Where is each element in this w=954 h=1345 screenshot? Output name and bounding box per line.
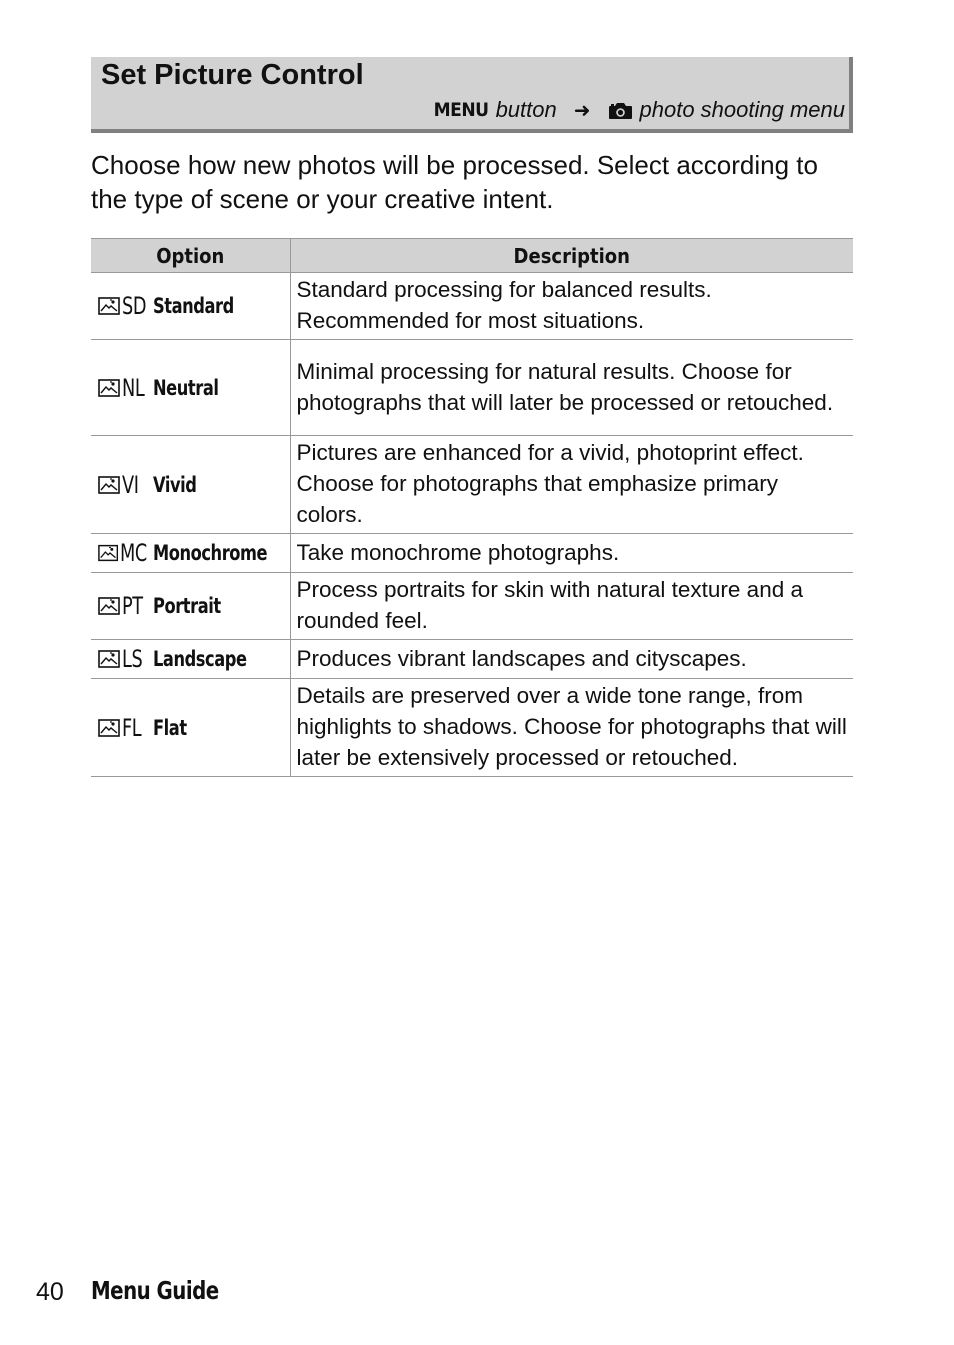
option-description: Standard processing for balanced results. Recommended for most situations.: [290, 273, 853, 340]
picture-control-icon: [98, 292, 153, 320]
footer-section-title: Menu Guide: [91, 1276, 219, 1305]
option-cell: [91, 273, 290, 340]
option-name: Landscape: [153, 647, 247, 671]
picture-control-code: LS: [122, 645, 143, 673]
option-cell: [91, 436, 290, 534]
option-name: Portrait: [153, 594, 221, 618]
table-row: [91, 679, 853, 777]
option-name: Monochrome: [153, 541, 268, 565]
option-description: Take monochrome photographs.: [290, 534, 853, 573]
button-text: button: [495, 97, 557, 122]
picture-control-icon: [98, 471, 153, 499]
picture-control-code: FL: [122, 713, 142, 742]
option-name: Vivid: [153, 472, 197, 497]
picture-control-code: MC: [120, 539, 148, 567]
option-description: Process portraits for skin with natural texture and a rounded feel.: [290, 573, 853, 640]
table-header-row: [91, 239, 853, 273]
picture-control-code: SD: [122, 292, 147, 320]
options-table: [91, 238, 853, 777]
page-number: 40: [36, 1278, 64, 1306]
option-cell: [91, 679, 290, 777]
picture-control-code: VI: [122, 470, 139, 499]
option-description: Details are preserved over a wide tone range, from highlights to shadows. Choose for photographs that will later be extensively processed or retouched.: [290, 679, 853, 777]
table-row: [91, 640, 853, 679]
menu-button-label: MENU: [433, 99, 489, 121]
option-cell: [91, 534, 290, 573]
option-cell: [91, 640, 290, 679]
picture-control-code: PT: [122, 592, 143, 620]
table-row: [91, 273, 853, 340]
table-row: [91, 436, 853, 534]
table-row: [91, 534, 853, 573]
picture-control-icon: [98, 714, 153, 742]
column-header-description: Description: [290, 239, 853, 273]
option-cell: [91, 573, 290, 640]
menu-name: photo shooting menu: [639, 97, 845, 122]
picture-control-icon: [98, 374, 153, 402]
picture-control-icon: [98, 592, 153, 620]
option-description: Pictures are enhanced for a vivid, photoprint effect. Choose for photographs that emphasize primary colors.: [290, 436, 853, 534]
intro-paragraph: Choose how new photos will be processed. Select according to the type of scene or your creative intent.: [91, 150, 818, 214]
picture-control-icon: [98, 645, 153, 673]
option-name: Neutral: [153, 375, 219, 400]
picture-control-code: NL: [122, 373, 145, 402]
table-row: [91, 573, 853, 640]
option-description: Minimal processing for natural results. Choose for photographs that will later be processed or retouched.: [290, 340, 853, 436]
option-cell: [91, 340, 290, 436]
page-title: Set Picture Control: [101, 59, 364, 91]
option-description: Produces vibrant landscapes and cityscapes.: [290, 640, 853, 679]
option-name: Standard: [153, 294, 234, 318]
column-header-option: Option: [91, 239, 290, 273]
menu-path: [434, 97, 845, 123]
table-row: [91, 340, 853, 436]
option-name: Flat: [153, 715, 187, 740]
section-header: [91, 57, 853, 133]
arrow-icon: ➜: [573, 99, 591, 122]
picture-control-icon: [98, 539, 153, 567]
camera-icon: [608, 101, 633, 120]
